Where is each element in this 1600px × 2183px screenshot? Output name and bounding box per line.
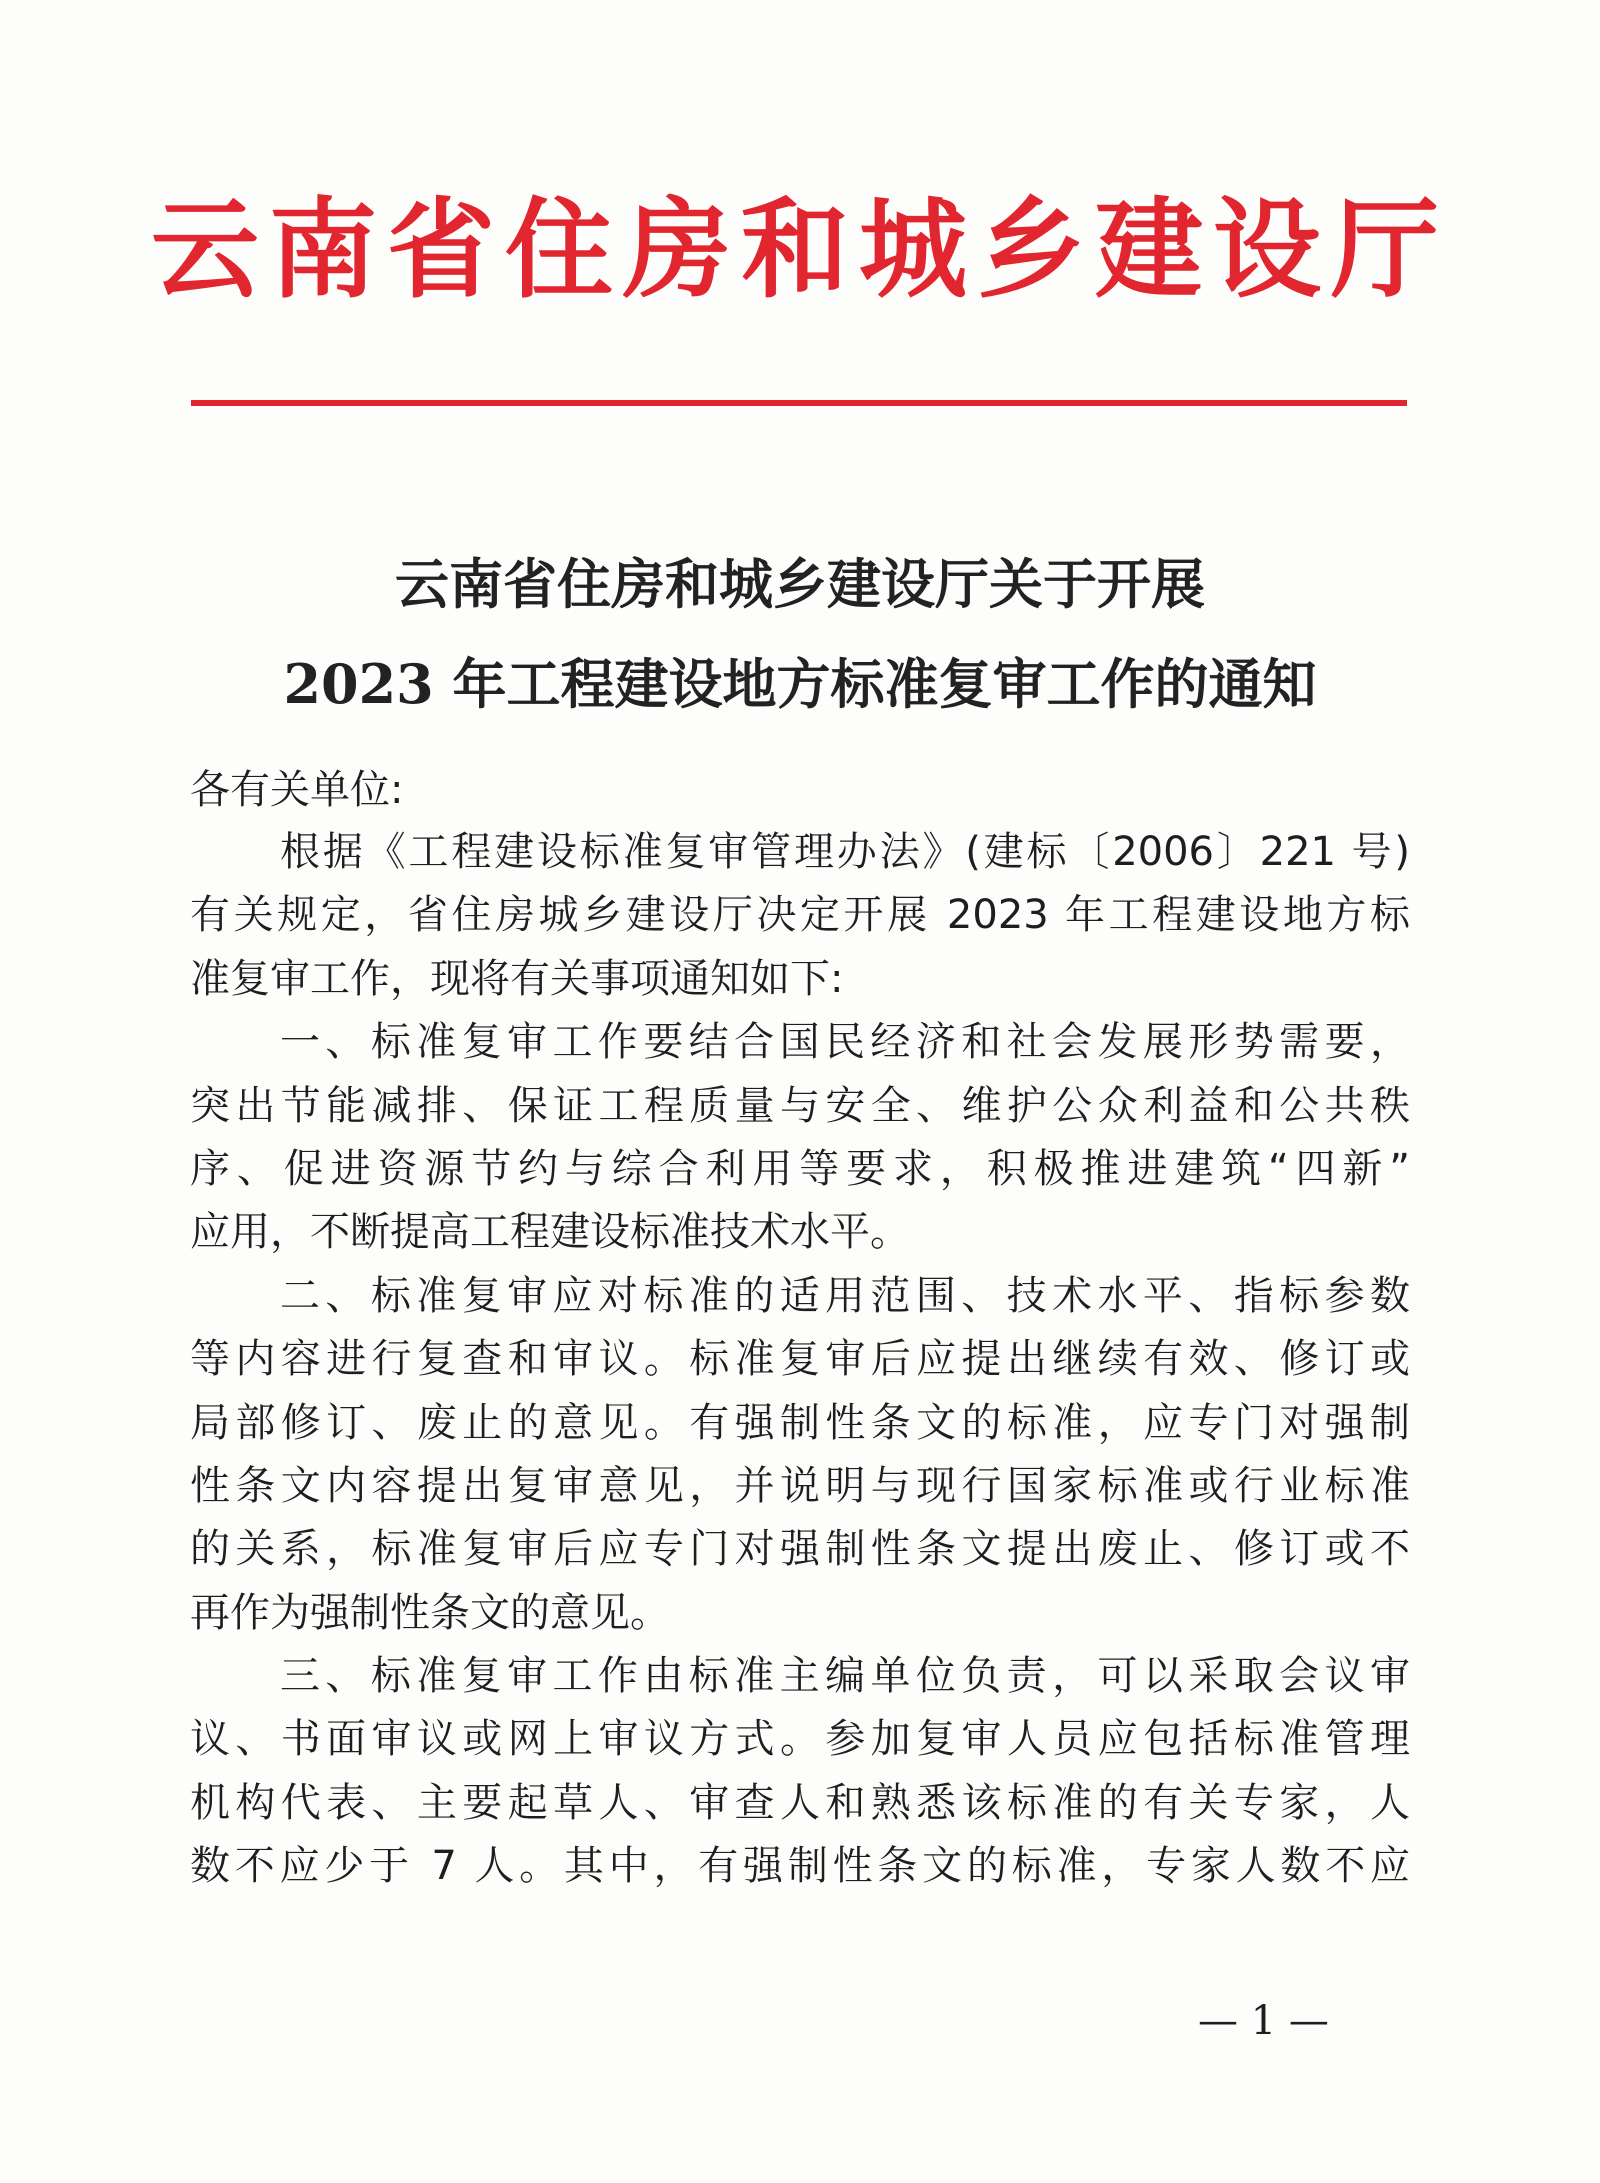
document-title: [0, 534, 1600, 734]
body-line: 有关规定，省住房城乡建设厅决定开展 2023 年工程建设地方标: [190, 892, 1410, 939]
body-line: 突出节能减排、保证工程质量与安全、维护公众利益和公共秩: [190, 1082, 1410, 1129]
body-line: 机构代表、主要起草人、审查人和熟悉该标准的有关专家，人: [190, 1779, 1410, 1826]
body-line: 根据《工程建设标准复审管理办法》(建标〔2006〕221 号): [280, 829, 1410, 875]
body-line: 应用，不断提高工程建设标准技术水平。: [190, 1209, 910, 1256]
body-line: 二、标准复审应对标准的适用范围、技术水平、指标参数: [280, 1272, 1410, 1319]
body-line: 性条文内容提出复审意见，并说明与现行国家标准或行业标准: [190, 1462, 1410, 1509]
body-line: 再作为强制性条文的意见。: [190, 1589, 670, 1636]
letterhead-red-rule: [191, 400, 1407, 406]
body-line: 三、标准复审工作由标准主编单位负责，可以采取会议审: [280, 1653, 1410, 1700]
body-line: 议、书面审议或网上审议方式。参加复审人员应包括标准管理: [190, 1716, 1410, 1763]
body-line: 序、促进资源节约与综合利用等要求，积极推进建筑“四新”: [190, 1145, 1410, 1192]
document-title-line-2: 2023 年工程建设地方标准复审工作的通知: [283, 652, 1317, 716]
body-line: 局部修订、废止的意见。有强制性条文的标准，应专门对强制: [190, 1399, 1410, 1446]
body-line: 的关系，标准复审后应专门对强制性条文提出废止、修订或不: [190, 1526, 1410, 1573]
body-line: 准复审工作，现将有关事项通知如下:: [190, 955, 844, 1002]
body-line: 一、标准复审工作要结合国民经济和社会发展形势需要，: [280, 1019, 1410, 1066]
letterhead-title: 云南省住房和城乡建设厅: [150, 187, 1449, 313]
body-line: 等内容进行复查和审议。标准复审后应提出继续有效、修订或: [190, 1336, 1410, 1383]
document-body: [190, 821, 1410, 1899]
body-line: 数不应少于 7 人。其中，有强制性条文的标准，专家人数不应: [190, 1843, 1410, 1890]
document-title-line-1: 云南省住房和城乡建设厅关于开展: [395, 552, 1205, 616]
page-number: — 1 —: [1198, 1998, 1329, 2044]
salutation: 各有关单位:: [190, 767, 404, 813]
